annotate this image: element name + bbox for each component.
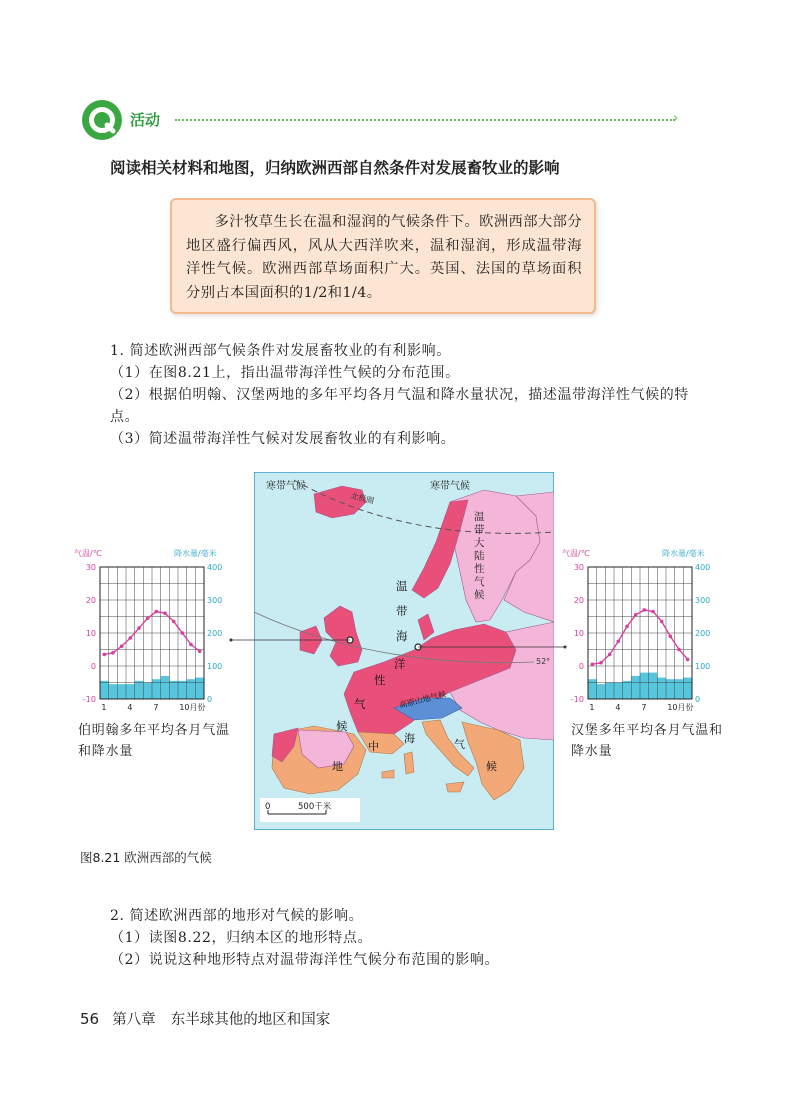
temperature-point — [198, 649, 202, 653]
temperature-point — [146, 616, 150, 620]
activity-divider — [175, 119, 675, 121]
label-mediterranean-char: 中 — [368, 740, 379, 753]
temperature-point — [120, 644, 124, 648]
temperature-point — [669, 635, 673, 639]
label-continental-char: 温 — [474, 511, 485, 523]
label-oceanic-char: 洋 — [394, 657, 406, 671]
label-subarctic-right: 寒带气候 — [430, 481, 470, 492]
temperature-point — [651, 610, 655, 614]
temperature-point — [660, 620, 664, 624]
label-subarctic-left: 寒带气候 — [266, 481, 306, 492]
precipitation-bar — [614, 683, 623, 700]
precipitation-bar — [109, 684, 118, 699]
temperature-tick-label: 10 — [573, 629, 584, 638]
precipitation-bar — [597, 684, 606, 699]
label-oceanic-char: 候 — [336, 719, 348, 733]
precipitation-axis-title: 降水量/毫米 — [662, 549, 705, 558]
temperature-tick-label: -10 — [82, 695, 96, 704]
label-oceanic-char: 温 — [396, 579, 408, 593]
page-footer — [80, 1008, 330, 1029]
precipitation-tick-label: 400 — [695, 563, 711, 572]
precipitation-bar — [152, 679, 161, 699]
precipitation-bar — [169, 681, 178, 699]
temperature-axis-title: 气温/℃ — [562, 549, 590, 558]
temperature-tick-label: 0 — [578, 662, 584, 671]
europe-climate-map — [254, 472, 554, 830]
precipitation-tick-label: 300 — [207, 596, 223, 605]
month-tick-label: 4 — [615, 703, 621, 712]
precipitation-tick-label: 300 — [695, 596, 711, 605]
precipitation-bar — [675, 679, 684, 699]
question-2: 2. 简述欧洲西部的地形对气候的影响。 — [110, 908, 364, 924]
temperature-point — [181, 631, 185, 635]
reading-material-text: 多汁牧草生长在温和湿润的气候条件下。欧洲西部大部分地区盛行偏西风，风从大西洋吹来，温和湿润，形成温带海洋性气候。欧洲西部草场面积广大。英国、法国的草场面积分别占本国面积的1/2和1/4。 — [186, 214, 583, 301]
question-2-2: （2）说说这种地形特点对温带海洋性气候分布范围的影响。 — [110, 952, 500, 968]
page-number: 56 — [80, 1010, 100, 1028]
birmingham-climate-chart — [72, 545, 232, 715]
label-highland: 高原山地气候 — [398, 689, 448, 710]
temperature-point — [111, 651, 115, 655]
precipitation-tick-label: 400 — [207, 563, 223, 572]
month-tick-label: 7 — [641, 703, 647, 712]
precipitation-bar — [631, 676, 640, 699]
chapter-title: 东半球其他的地区和国家 — [170, 1012, 331, 1028]
temperature-point — [677, 648, 681, 652]
question-2-1: （1）读图8.22，归纳本区的地形特点。 — [110, 930, 373, 946]
temperature-point — [643, 608, 647, 612]
label-mediterranean-char: 海 — [404, 732, 415, 745]
temperature-tick-label: 20 — [573, 596, 584, 605]
climate-map-svg — [254, 472, 554, 830]
month-tick-label: 10月份 — [667, 703, 694, 712]
question-1-1: （1）在图8.21上，指出温带海洋性气候的分布范围。 — [110, 365, 460, 381]
hamburg-climate-chart — [560, 545, 720, 715]
temperature-point — [172, 620, 176, 624]
precipitation-bar — [126, 684, 135, 699]
scale-distance: 500千米 — [298, 802, 332, 812]
activity-icon — [80, 98, 124, 142]
precipitation-bar — [161, 676, 170, 699]
precipitation-bar — [135, 681, 144, 699]
precipitation-bar — [588, 679, 597, 699]
question-1-2: （2）根据伯明翰、汉堡两地的多年平均各月气温和降水量状况，描述温带海洋性气候的特点。 — [110, 387, 689, 425]
precipitation-bar — [657, 678, 666, 699]
temperature-point — [634, 613, 638, 617]
reading-material-box — [170, 198, 596, 314]
temperature-point — [163, 611, 167, 615]
birmingham-marker — [347, 637, 353, 643]
precipitation-bar — [640, 673, 649, 699]
temperature-tick-label: 30 — [573, 563, 584, 572]
hamburg-chart-caption: 汉堡多年平均各月气温和降水量 — [571, 723, 723, 759]
precipitation-tick-label: 100 — [207, 662, 223, 671]
temperature-point — [591, 663, 595, 667]
label-oceanic-char: 气 — [354, 697, 366, 711]
precipitation-tick-label: 200 — [695, 629, 711, 638]
question-1-3: （3）简述温带海洋性气候对发展畜牧业的有利影响。 — [110, 431, 456, 447]
question-1: 1. 简述欧洲西部气候条件对发展畜牧业的有利影响。 — [110, 343, 451, 359]
hamburg-marker — [415, 644, 421, 650]
precipitation-bar — [683, 678, 692, 699]
label-continental-char: 陆 — [474, 550, 485, 562]
label-oceanic-char: 性 — [374, 673, 386, 687]
precipitation-tick-label: 0 — [695, 695, 701, 704]
temperature-tick-label: 30 — [85, 563, 96, 572]
label-arctic-circle: 北极圈 — [349, 491, 375, 506]
scale-zero: 0 — [265, 802, 271, 812]
label-oceanic-char: 带 — [396, 604, 408, 618]
label-oceanic-char: 海 — [396, 629, 408, 643]
temperature-point — [625, 625, 629, 629]
arrow-right-icon: › — [673, 111, 679, 126]
precipitation-bar — [117, 684, 126, 699]
label-continental-char: 性 — [474, 563, 485, 575]
precipitation-tick-label: 0 — [207, 695, 213, 704]
precipitation-bar — [649, 673, 658, 699]
temperature-axis-title: 气温/℃ — [74, 549, 102, 558]
temperature-point — [137, 626, 141, 630]
precipitation-tick-label: 100 — [695, 662, 711, 671]
temperature-tick-label: 0 — [90, 662, 96, 671]
temperature-point — [189, 643, 193, 647]
activity-label: 活动 — [130, 111, 161, 129]
label-continental-group — [474, 511, 485, 601]
temperature-tick-label: 10 — [85, 629, 96, 638]
month-tick-label: 10月份 — [179, 703, 206, 712]
temperature-point — [608, 653, 612, 657]
temperature-point — [617, 639, 621, 643]
chapter-label: 第八章 — [112, 1012, 156, 1028]
label-mediterranean-char: 地 — [332, 760, 343, 773]
precipitation-bar — [666, 679, 675, 699]
precipitation-bar — [178, 681, 187, 699]
month-tick-label: 1 — [101, 703, 107, 712]
figure-caption: 图8.21 欧洲西部的气候 — [80, 850, 212, 865]
temperature-point — [103, 653, 107, 657]
corsica-sardinia-island — [404, 752, 414, 774]
activity-task-title: 阅读相关材料和地图，归纳欧洲西部自然条件对发展畜牧业的影响 — [110, 159, 560, 177]
precipitation-axis-title: 降水量/毫米 — [174, 549, 217, 558]
precipitation-tick-label: 200 — [207, 629, 223, 638]
temperature-point — [599, 661, 603, 665]
label-continental-char: 气 — [474, 576, 485, 588]
temperature-point — [155, 610, 159, 614]
label-latitude: 52° — [536, 657, 551, 666]
precipitation-bar — [605, 683, 614, 700]
temperature-point — [129, 636, 133, 640]
precipitation-bar — [195, 678, 204, 699]
precipitation-bar — [143, 683, 152, 700]
precipitation-bar — [100, 681, 109, 699]
month-tick-label: 4 — [127, 703, 133, 712]
temperature-tick-label: 20 — [85, 596, 96, 605]
precipitation-bar — [623, 681, 632, 699]
birmingham-chart-caption: 伯明翰多年平均各月气温和降水量 — [78, 723, 230, 759]
label-mediterranean-char: 候 — [486, 760, 497, 773]
temperature-tick-label: -10 — [570, 695, 584, 704]
month-tick-label: 1 — [589, 703, 595, 712]
precipitation-bar — [187, 679, 196, 699]
temperature-point — [686, 658, 690, 662]
label-mediterranean-char: 气 — [454, 738, 465, 751]
label-continental-char: 大 — [474, 537, 485, 549]
label-continental-char: 带 — [474, 524, 485, 536]
month-tick-label: 7 — [153, 703, 159, 712]
activity-header — [80, 98, 690, 142]
label-continental-char: 候 — [474, 589, 485, 601]
